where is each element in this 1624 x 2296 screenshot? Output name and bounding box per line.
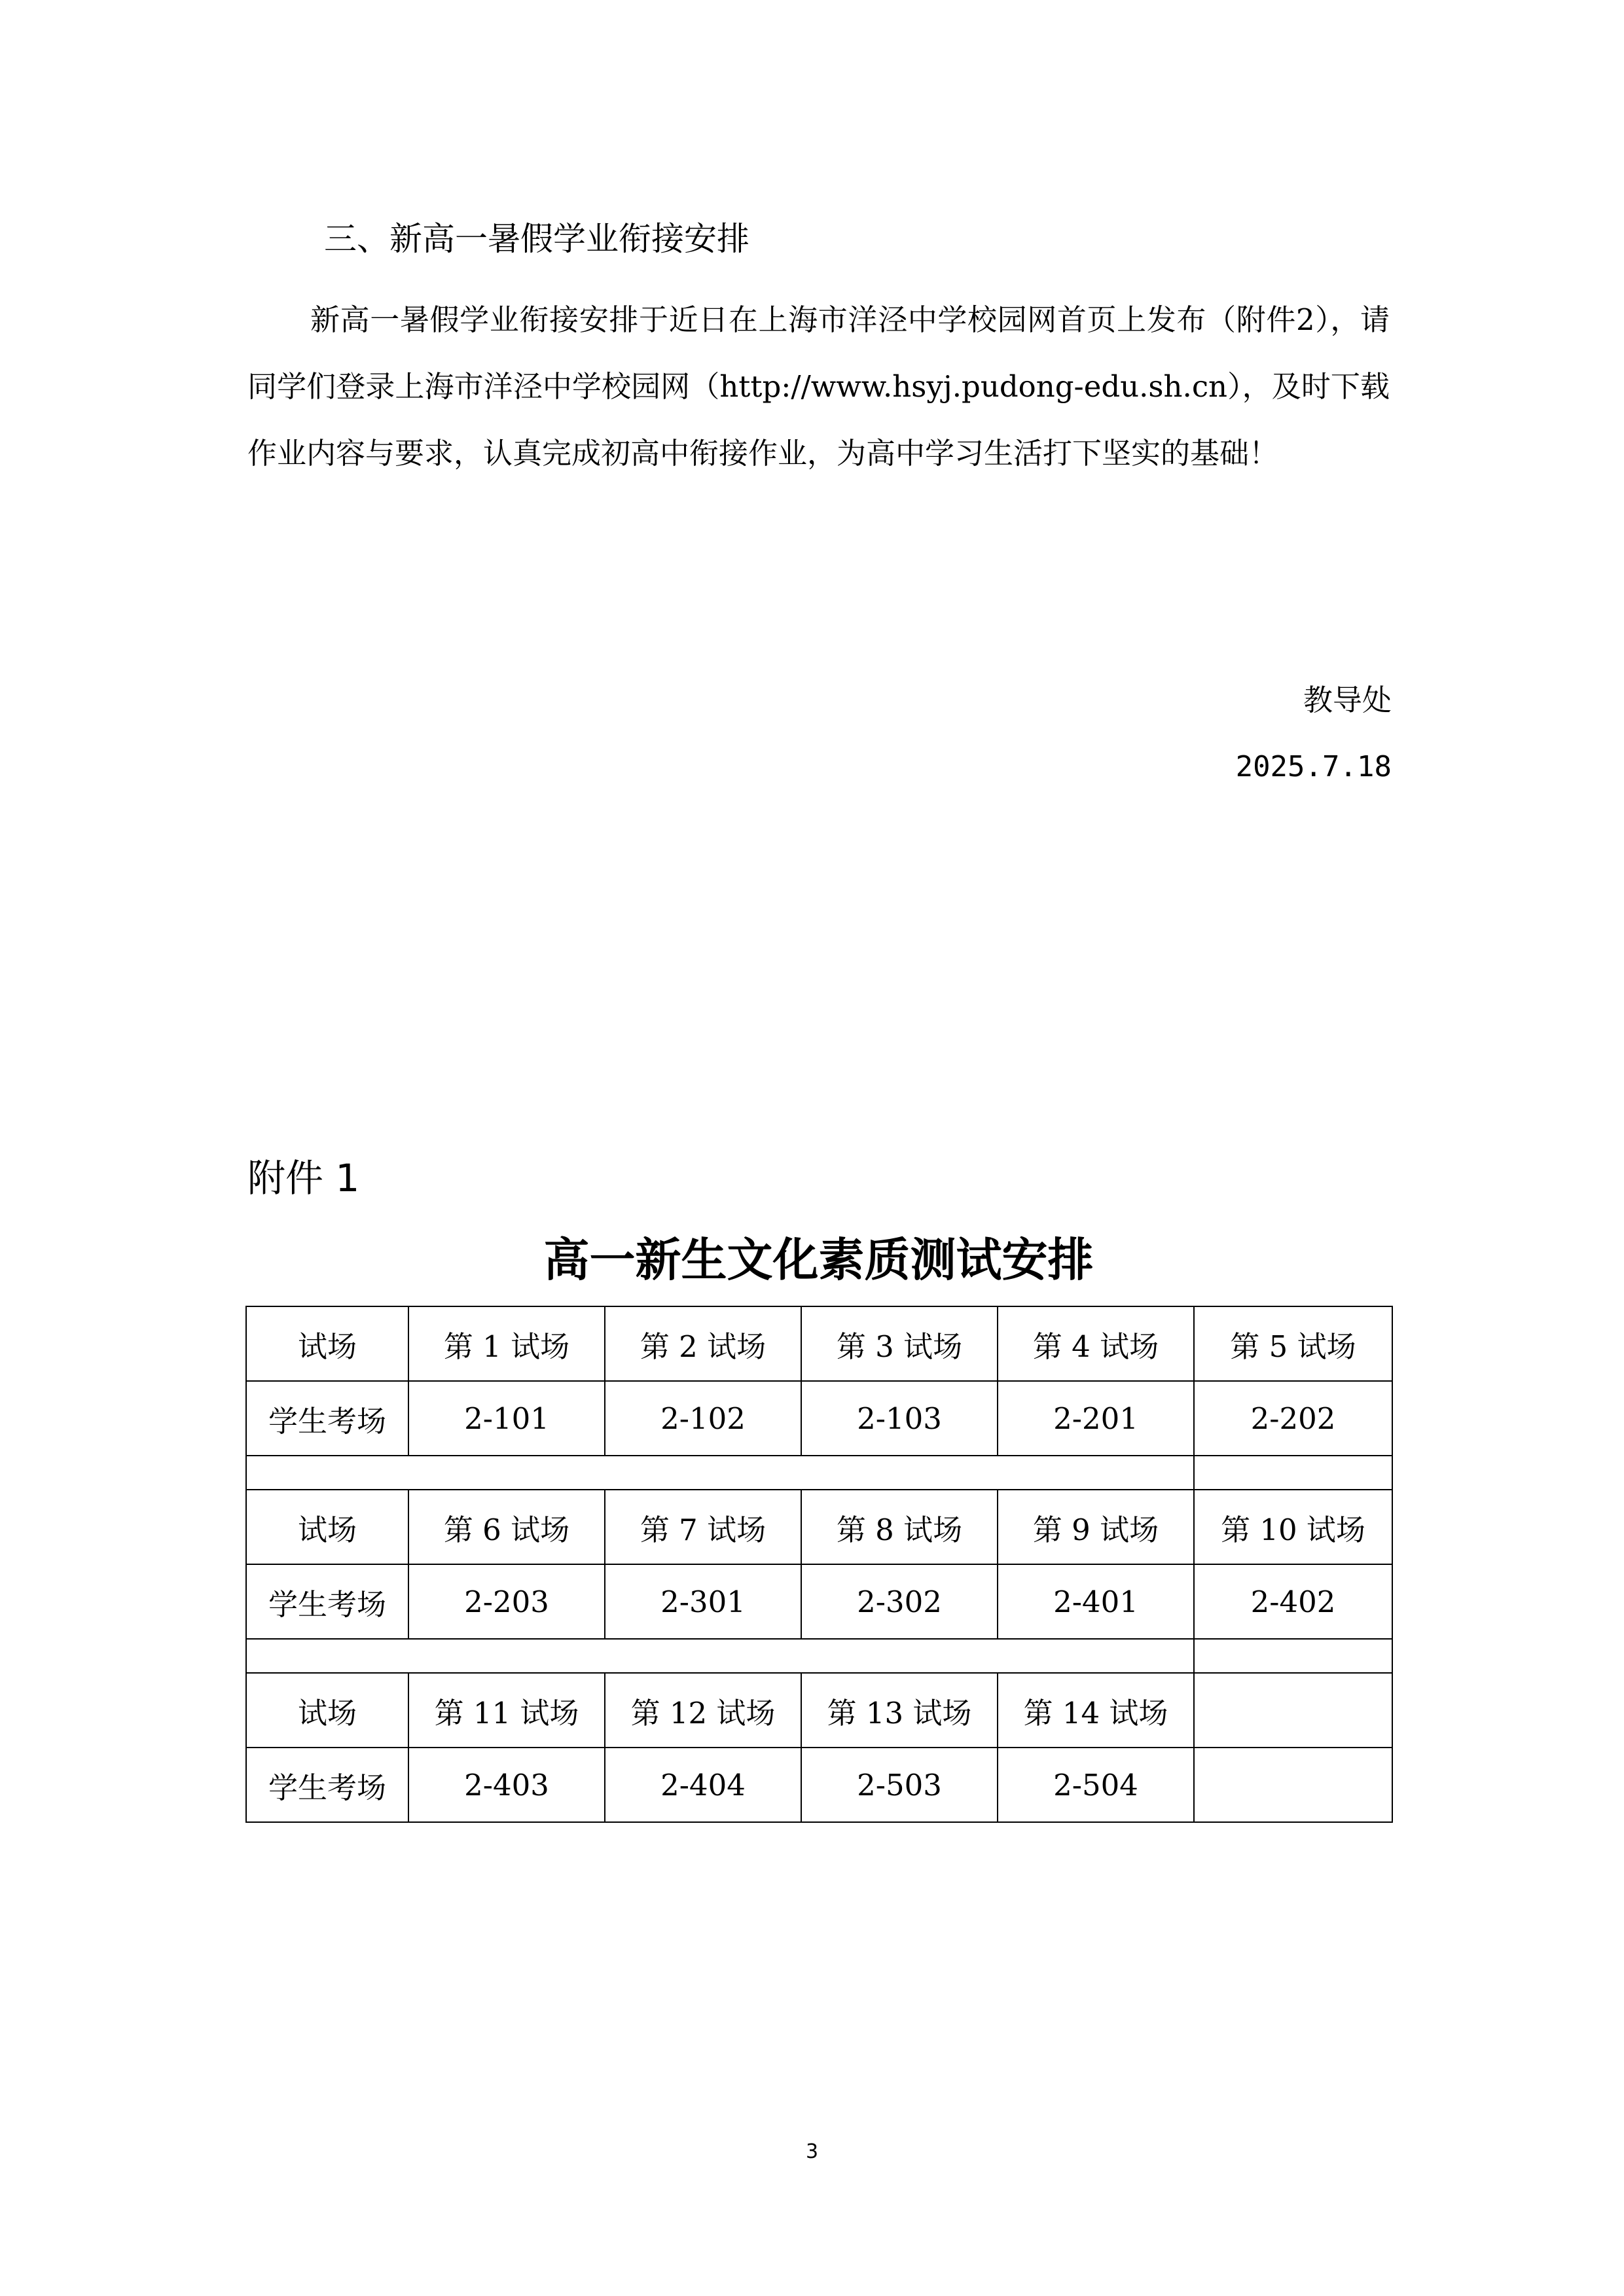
page-number: 3 <box>805 2140 819 2163</box>
classroom-cell: 2-101 <box>408 1381 605 1456</box>
row-header-classroom: 学生考场 <box>246 1381 408 1456</box>
classroom-cell: 2-403 <box>408 1748 605 1822</box>
classroom-cell: 2-402 <box>1194 1564 1392 1639</box>
spacer-cell <box>246 1456 1194 1490</box>
spacer-cell <box>246 1639 1194 1673</box>
table-spacer-row <box>246 1456 1392 1490</box>
signature-date: 2025.7.18 <box>1235 750 1392 783</box>
classroom-cell: 2-504 <box>998 1748 1194 1822</box>
classroom-cell: 2-301 <box>605 1564 801 1639</box>
classroom-cell: 2-203 <box>408 1564 605 1639</box>
exam-room-cell: 第 3 试场 <box>801 1306 998 1381</box>
table-row-classrooms <box>246 1748 1392 1822</box>
classroom-cell: 2-503 <box>801 1748 998 1822</box>
classroom-cell: 2-302 <box>801 1564 998 1639</box>
row-header-exam-room: 试场 <box>246 1490 408 1564</box>
section-heading: 三、新高一暑假学业衔接安排 <box>324 220 749 258</box>
table-row-classrooms <box>246 1564 1392 1639</box>
classroom-cell: 2-103 <box>801 1381 998 1456</box>
exam-room-cell: 第 11 试场 <box>408 1673 605 1748</box>
body-paragraph: 新高一暑假学业衔接安排于近日在上海市洋泾中学校园网首页上发布（附件2），请同学们登录上海市洋泾中学校园网（http://www.hsyj.pudong-edu.sh.cn），及时下载作业内容与要求，认真完成初高中衔接作业，为高中学习生活打下坚实的基础！ <box>247 302 1390 471</box>
exam-room-cell: 第 9 试场 <box>998 1490 1194 1564</box>
classroom-cell: 2-102 <box>605 1381 801 1456</box>
spacer-cell <box>1194 1456 1392 1490</box>
exam-room-cell: 第 7 试场 <box>605 1490 801 1564</box>
exam-room-cell: 第 5 试场 <box>1194 1306 1392 1381</box>
exam-room-cell: 第 2 试场 <box>605 1306 801 1381</box>
classroom-cell: 2-404 <box>605 1748 801 1822</box>
classroom-cell: 2-401 <box>998 1564 1194 1639</box>
spacer-cell <box>1194 1639 1392 1673</box>
row-header-exam-room: 试场 <box>246 1673 408 1748</box>
exam-room-cell: 第 8 试场 <box>801 1490 998 1564</box>
exam-room-cell: 第 4 试场 <box>998 1306 1194 1381</box>
empty-cell <box>1194 1673 1392 1748</box>
row-header-exam-room: 试场 <box>246 1306 408 1381</box>
classroom-cell: 2-201 <box>998 1381 1194 1456</box>
signature-department: 教导处 <box>1303 683 1392 717</box>
table-row-exam-rooms <box>246 1673 1392 1748</box>
row-header-classroom: 学生考场 <box>246 1748 408 1822</box>
attachment-label: 附件 1 <box>247 1156 360 1200</box>
exam-room-cell: 第 14 试场 <box>998 1673 1194 1748</box>
exam-room-cell: 第 12 试场 <box>605 1673 801 1748</box>
table-spacer-row <box>246 1639 1392 1673</box>
classroom-cell: 2-202 <box>1194 1381 1392 1456</box>
table-title: 高一新生文化素质测试安排 <box>543 1233 1094 1287</box>
row-header-classroom: 学生考场 <box>246 1564 408 1639</box>
table-row-classrooms <box>246 1381 1392 1456</box>
exam-room-cell: 第 6 试场 <box>408 1490 605 1564</box>
empty-cell <box>1194 1748 1392 1822</box>
exam-room-cell: 第 10 试场 <box>1194 1490 1392 1564</box>
exam-schedule-table <box>245 1306 1393 1823</box>
exam-room-cell: 第 13 试场 <box>801 1673 998 1748</box>
exam-room-cell: 第 1 试场 <box>408 1306 605 1381</box>
table-row-exam-rooms <box>246 1306 1392 1381</box>
table-row-exam-rooms <box>246 1490 1392 1564</box>
